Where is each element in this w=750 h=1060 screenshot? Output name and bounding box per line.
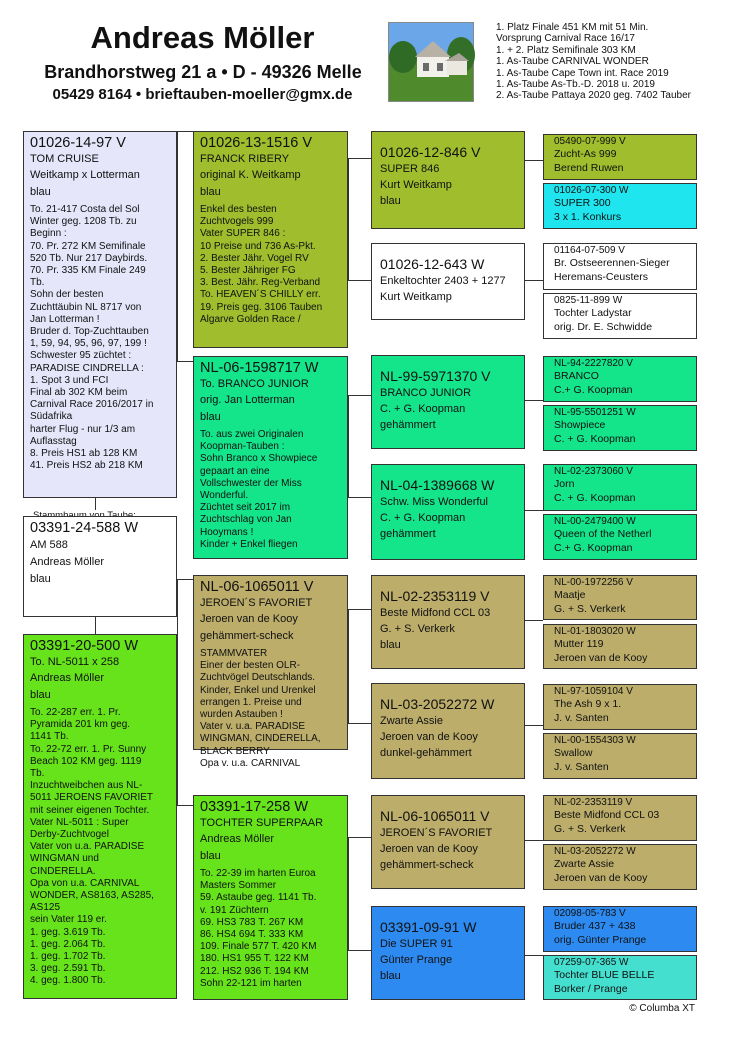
pigeon-name: Die SUPER 91 — [380, 938, 453, 950]
description-line: 1, 59, 94, 95, 96, 97, 199 ! — [30, 338, 147, 350]
ancestor-card — [543, 514, 697, 560]
info-line: blau — [380, 195, 401, 207]
info-line: gehämmert-scheck — [200, 630, 294, 642]
description-line: 3. geg. 2.591 Tb. — [30, 963, 106, 975]
info-line: C. + G. Koopman — [380, 403, 466, 415]
description-line: STAMMVATER — [200, 648, 268, 659]
great-grandparent-card — [371, 243, 525, 320]
description-line: gepaart an eine — [200, 465, 270, 477]
great-grandparent-card — [371, 795, 525, 889]
info-line: blau — [30, 186, 51, 198]
breeder-line: Jeroen van de Kooy — [554, 651, 648, 664]
description-line: 1. geg. 3.619 Tb. — [30, 926, 106, 938]
ring-number: 01026-12-643 W — [380, 256, 485, 272]
ancestor-card — [543, 405, 697, 451]
breeder-line: J. v. Santen — [554, 760, 609, 773]
breeder-address: Brandhorstweg 21 a • D - 49326 Melle — [44, 62, 362, 82]
great-grandparent-card — [371, 683, 525, 779]
description-line: AS125 — [30, 902, 61, 914]
info-line: original K. Weitkamp — [200, 169, 301, 181]
granddam-maternal-card — [193, 795, 348, 1000]
ring-number: NL-00-1972256 V — [554, 577, 633, 588]
description-line: Zuchttäubin NL 8717 von — [30, 301, 142, 313]
description-line: To. 22-72 err. 1. Pr. Sunny — [30, 743, 147, 755]
description-line: 3. Best. Jähr. Reg-Verband — [200, 277, 321, 289]
pigeon-name: JEROEN´S FAVORIET — [200, 597, 313, 609]
description-line: Carnival Race 2016/2017 in — [30, 399, 154, 411]
info-line: gehämmert — [380, 528, 436, 540]
ring-number: NL-03-2052272 W — [380, 696, 495, 712]
ancestor-card — [543, 844, 697, 890]
description-line: Kinder + Enkel fliegen — [200, 538, 298, 550]
description-line: Koopman-Tauben : — [200, 441, 285, 453]
pigeon-name: To. NL-5011 x 258 — [30, 656, 120, 668]
pigeon-name: Beste Midfond CCL 03 — [554, 809, 660, 822]
pigeon-name: SUPER 846 — [380, 163, 440, 175]
ancestor-card — [543, 293, 697, 339]
pigeon-description — [30, 204, 170, 472]
pigeon-name: TOCHTER SUPERPAAR — [200, 817, 324, 829]
info-line: Andreas Möller — [30, 556, 104, 568]
description-line: Wonderful. — [200, 490, 249, 502]
achievement-item: Vorsprung Carnival Race 16/17 — [496, 33, 635, 45]
description-line: Beginn : — [30, 228, 67, 240]
ring-number: 03391-09-91 W — [380, 919, 477, 935]
father-card — [23, 131, 177, 498]
info-line: orig. Jan Lotterman — [200, 394, 295, 406]
pigeon-name: Schw. Miss Wonderful — [380, 496, 489, 508]
description-line: To. 22-287 err. 1. Pr. — [30, 707, 121, 718]
description-line: Südafrika — [30, 411, 73, 423]
pigeon-description — [30, 707, 170, 988]
description-line: To. 21-417 Costa del Sol — [30, 204, 140, 215]
ancestor-card — [543, 356, 697, 402]
ring-number: 02098-05-783 V — [554, 908, 626, 919]
description-line: Vater v. u.a. PARADISE — [200, 721, 306, 733]
pigeon-name: Bruder 437 + 438 — [554, 920, 636, 933]
info-line: blau — [380, 639, 401, 651]
pigeon-name: BRANCO JUNIOR — [380, 387, 472, 399]
description-line: wurden Astauben ! — [200, 709, 283, 721]
breeder-name: Andreas Möller — [90, 20, 315, 55]
pigeon-name: Maatje — [554, 589, 586, 602]
description-line: 109. Finale 577 T. 420 KM — [200, 941, 317, 953]
info-line: C. + G. Koopman — [380, 512, 466, 524]
breeder-line: C. + G. Koopman — [554, 432, 636, 445]
house-photo — [388, 22, 474, 102]
description-line: 41. Preis HS2 ab 218 KM — [30, 460, 143, 472]
info-line: blau — [200, 850, 221, 862]
description-line: Derby-Zuchtvogel — [30, 829, 109, 841]
description-line: Kinder, Enkel und Urenkel — [200, 684, 316, 696]
breeder-line: Jeroen van de Kooy — [554, 871, 648, 884]
ancestor-card — [543, 134, 697, 180]
description-line: Final ab 302 KM beim — [30, 387, 128, 399]
info-line: blau — [200, 411, 221, 423]
description-line: 8. Preis HS1 ab 128 KM — [30, 448, 138, 460]
ring-number: 01026-12-846 V — [380, 144, 481, 160]
info-line: Günter Prange — [380, 954, 453, 966]
ancestor-card — [543, 733, 697, 779]
ancestor-card — [543, 906, 697, 952]
breeder-line: Heremans-Ceusters — [554, 270, 648, 283]
description-line: mit seiner eigenen Tochter. — [30, 804, 150, 816]
description-line: harter Flug - nur 1/3 am — [30, 423, 136, 435]
description-line: Vater NL-5011 : Super — [30, 816, 129, 828]
grandsire-maternal-card — [193, 575, 348, 769]
pigeon-name: SUPER 300 — [554, 197, 611, 210]
description-line: Zuchtvögel Deutschlands. — [200, 672, 316, 684]
info-line: Kurt Weitkamp — [380, 179, 452, 191]
pigeon-description — [200, 648, 341, 770]
description-line: Sohn Branco x Showpiece — [200, 453, 318, 465]
great-grandparent-card — [371, 906, 525, 1000]
pigeon-description — [200, 868, 341, 990]
info-line: Jeroen van de Kooy — [200, 613, 298, 625]
subject-card — [23, 516, 177, 617]
info-line: Jeroen van de Kooy — [380, 843, 478, 855]
pigeon-description — [200, 204, 341, 326]
description-line: 2. Bester Jähr. Vogel RV — [200, 252, 309, 264]
ancestor-card — [543, 955, 697, 1000]
pigeon-name: Tochter BLUE BELLE — [554, 969, 655, 982]
info-line: gehämmert-scheck — [380, 859, 474, 871]
description-line: 212. HS2 936 T. 194 KM — [200, 965, 309, 977]
description-line: Jan Lotterman ! — [30, 313, 100, 325]
description-line: 1. Spot 3 und FCI — [30, 374, 109, 386]
description-line: Hooymans ! — [200, 526, 254, 538]
description-line: 19. Preis geg. 3106 Tauben — [200, 301, 323, 313]
description-line: 180. HS1 955 T. 122 KM — [200, 953, 309, 965]
description-line: 70. Pr. 272 KM Semifinale — [30, 240, 146, 252]
info-line: Kurt Weitkamp — [380, 291, 452, 303]
ancestor-card — [543, 243, 697, 290]
description-line: Algarve Golden Race / — [200, 313, 301, 325]
description-line: Tb. — [30, 768, 45, 780]
achievement-item: 1. + 2. Platz Semifinale 303 KM — [496, 44, 636, 56]
ring-number: NL-00-1554303 W — [554, 735, 636, 746]
pigeon-name: JEROEN´S FAVORIET — [380, 827, 493, 839]
description-line: CINDERELLA. — [30, 865, 96, 877]
breeder-line: C. + G. Koopman — [554, 491, 636, 504]
great-grandparent-card — [371, 575, 525, 669]
ring-number: NL-06-1065011 V — [200, 579, 314, 595]
ring-number: NL-02-2353119 V — [380, 588, 490, 604]
pigeon-name: Zucht-As 999 — [554, 148, 617, 161]
ring-number: NL-97-1059104 V — [554, 686, 633, 697]
pigeon-name: Showpiece — [554, 419, 606, 432]
info-line: Jeroen van de Kooy — [380, 731, 478, 743]
description-line: PARADISE CINDRELLA : — [30, 362, 144, 374]
description-line: Masters Sommer — [200, 880, 277, 892]
breeder-line: orig. Günter Prange — [554, 933, 647, 946]
description-line: 86. HS4 694 T. 333 KM — [200, 929, 304, 941]
pigeon-name: The Ash 9 x 1. — [554, 698, 622, 711]
description-line: Bruder d. Top-Zuchttauben — [30, 326, 149, 338]
description-line: WINGMAN und — [30, 853, 99, 865]
great-grandparent-card — [371, 355, 525, 449]
ring-number: NL-06-1598717 W — [200, 360, 319, 376]
breeder-line: C.+ G. Koopman — [554, 541, 633, 554]
great-grandparent-card — [371, 464, 525, 560]
breeder-line: Borker / Prange — [554, 982, 628, 995]
ring-number: 01026-07-300 W — [554, 185, 629, 196]
description-line: To. HEAVEN´S CHILLY err. — [200, 289, 321, 301]
ring-number: NL-99-5971370 V — [380, 368, 491, 384]
ring-number: NL-03-2052272 W — [554, 846, 636, 857]
description-line: v. 191 Züchtern — [200, 904, 269, 916]
description-line: WINGMAN, CINDERELLA, — [200, 733, 321, 745]
info-line: dunkel-gehämmert — [380, 747, 472, 759]
description-line: Winter geg. 1208 Tb. zu — [30, 216, 137, 228]
pigeon-name: Tochter Ladystar — [554, 307, 632, 320]
great-grandparent-card — [371, 131, 525, 229]
ancestor-card — [543, 183, 697, 229]
description-line: 69. HS3 783 T. 267 KM — [200, 916, 304, 928]
pigeon-name: BRANCO — [554, 370, 599, 383]
description-line: To. 22-39 im harten Euroa — [200, 868, 316, 879]
description-line: 59. Astaube geg. 1141 Tb. — [200, 892, 317, 904]
description-line: 70. Pr. 335 KM Finale 249 — [30, 265, 146, 277]
breeder-line: G. + S. Verkerk — [554, 602, 626, 615]
description-line: 1141 Tb. — [30, 731, 69, 743]
breeder-line: C.+ G. Koopman — [554, 383, 633, 396]
description-line: Opa v. u.a. CARNIVAL — [200, 757, 301, 769]
ring-number: 05490-07-999 V — [554, 136, 626, 147]
description-line: Inzuchtweibchen aus NL- — [30, 780, 143, 792]
description-line: To. aus zwei Originalen — [200, 429, 304, 440]
ring-number: 07259-07-365 W — [554, 957, 629, 968]
achievements-list — [496, 22, 746, 102]
description-line: Enkel des besten — [200, 204, 277, 215]
ancestor-card — [543, 795, 697, 841]
achievement-item: 1. As-Taube Cape Town int. Race 2019 — [496, 67, 669, 79]
ancestor-card — [543, 575, 697, 620]
ring-number: 0825-11-899 W — [554, 295, 623, 306]
description-line: Vater SUPER 846 : — [200, 228, 286, 240]
ring-number: NL-04-1389668 W — [380, 477, 495, 493]
info-line: blau — [30, 573, 51, 585]
description-line: Züchtet seit 2017 im — [200, 502, 291, 514]
achievement-item: 1. Platz Finale 451 KM mit 51 Min. — [496, 22, 649, 33]
ring-number: NL-00-2479400 W — [554, 516, 636, 527]
breeder-contact: 05429 8164 • brieftauben-moeller@gmx.de — [52, 86, 353, 103]
copyright: © Columba XT — [629, 1003, 695, 1014]
breeder-line: G. + S. Verkerk — [554, 822, 626, 835]
breeder-line: Berend Ruwen — [554, 161, 624, 174]
ring-number: 01026-13-1516 V — [200, 135, 313, 151]
description-line: 5011 JEROENS FAVORIET — [30, 792, 154, 804]
description-line: 10 Preise und 736 As-Pkt. — [200, 240, 316, 252]
description-line: Opa von u.a. CARNIVAL — [30, 877, 140, 889]
info-line: blau — [200, 186, 221, 198]
pigeon-name: Enkeltochter 2403 + 1277 — [380, 275, 506, 287]
description-line: BLACK BERRY — [200, 745, 270, 757]
grandsire-paternal-card — [193, 131, 348, 348]
description-line: Einer der besten OLR- — [200, 660, 301, 672]
description-line: Beach 102 KM geg. 1119 — [30, 755, 142, 767]
description-line: errangen 1. Preise und — [200, 696, 302, 708]
ring-number: 03391-17-258 W — [200, 799, 309, 815]
description-line: 520 Tb. Nur 217 Daybirds. — [30, 252, 148, 264]
info-line: Andreas Möller — [30, 672, 104, 684]
pigeon-name: Beste Midfond CCL 03 — [380, 607, 491, 619]
pigeon-name: Br. Ostseerennen-Sieger — [554, 257, 670, 270]
description-line: Schwester 95 züchtet : — [30, 350, 132, 362]
pigeon-name: FRANCK RIBERY — [200, 153, 290, 165]
info-line: blau — [380, 970, 401, 982]
achievement-item: 2. As-Taube Pattaya 2020 geg. 7402 Tauber — [496, 90, 691, 102]
ring-number: NL-95-5501251 W — [554, 407, 636, 418]
ancestor-card — [543, 624, 697, 669]
ring-number: NL-94-2227820 V — [554, 358, 633, 369]
pigeon-name: Zwarte Assie — [380, 715, 443, 727]
description-line: Vater von u.a. PARADISE — [30, 841, 145, 853]
ancestor-card — [543, 684, 697, 730]
info-line: Weitkamp x Lotterman — [30, 169, 140, 181]
ring-number: NL-06-1065011 V — [380, 808, 490, 824]
description-line: Zuchtvogels 999 — [200, 216, 274, 228]
breeder-line: orig. Dr. E. Schwidde — [554, 320, 653, 333]
description-line: Sohn 22-121 im harten — [200, 977, 302, 989]
granddam-paternal-card — [193, 356, 348, 559]
description-line: WONDER, AS8163, AS285, — [30, 890, 154, 902]
description-line: 1. geg. 2.064 Tb. — [30, 938, 106, 950]
ring-number: 01164-07-509 V — [554, 245, 625, 256]
breeder-line: J. v. Santen — [554, 711, 609, 724]
ring-number: NL-01-1803020 W — [554, 626, 636, 637]
description-line: 1. geg. 1.702 Tb. — [30, 951, 106, 963]
pigeon-name: Swallow — [554, 747, 593, 760]
info-line: AM 588 — [30, 539, 68, 551]
mother-card — [23, 634, 177, 999]
description-line: 5. Bester Jähriger FG — [200, 265, 296, 277]
description-line: 4. geg. 1.800 Tb. — [30, 975, 106, 987]
pigeon-name: Mutter 119 — [554, 638, 604, 651]
achievement-item: 1. As-Taube CARNIVAL WONDER — [496, 56, 649, 68]
pigeon-name: To. BRANCO JUNIOR — [200, 378, 309, 390]
pigeon-description — [200, 429, 341, 551]
description-line: Sohn der besten — [30, 289, 104, 301]
ring-number: NL-02-2353119 V — [554, 797, 633, 808]
breeder-line: 3 x 1. Konkurs — [554, 210, 622, 223]
description-line: Zuchtschlag von Jan — [200, 514, 292, 526]
description-line: Vollschwester der Miss — [200, 477, 302, 489]
description-line: sein Vater 119 er. — [30, 914, 107, 926]
info-line: blau — [30, 689, 51, 701]
ancestor-card — [543, 464, 697, 511]
ring-number: 01026-14-97 V — [30, 135, 126, 151]
pigeon-name: Zwarte Assie — [554, 858, 615, 871]
info-line: Andreas Möller — [200, 833, 274, 845]
pigeon-name: Queen of the Netherl — [554, 528, 652, 541]
info-line: gehämmert — [380, 419, 436, 431]
description-line: Pyramida 201 km geg. — [30, 719, 131, 731]
ring-number: NL-02-2373060 V — [554, 466, 633, 477]
ring-number: 03391-24-588 W — [30, 520, 139, 536]
achievement-item: 1. As-Taube As-Tb.-D. 2018 u. 2019 — [496, 79, 655, 91]
pigeon-name: Jorn — [554, 478, 575, 491]
pigeon-name: TOM CRUISE — [30, 153, 99, 165]
info-line: G. + S. Verkerk — [380, 623, 455, 635]
ring-number: 03391-20-500 W — [30, 638, 139, 654]
description-line: Auflasstag — [30, 435, 77, 447]
description-line: Tb. — [30, 277, 45, 289]
